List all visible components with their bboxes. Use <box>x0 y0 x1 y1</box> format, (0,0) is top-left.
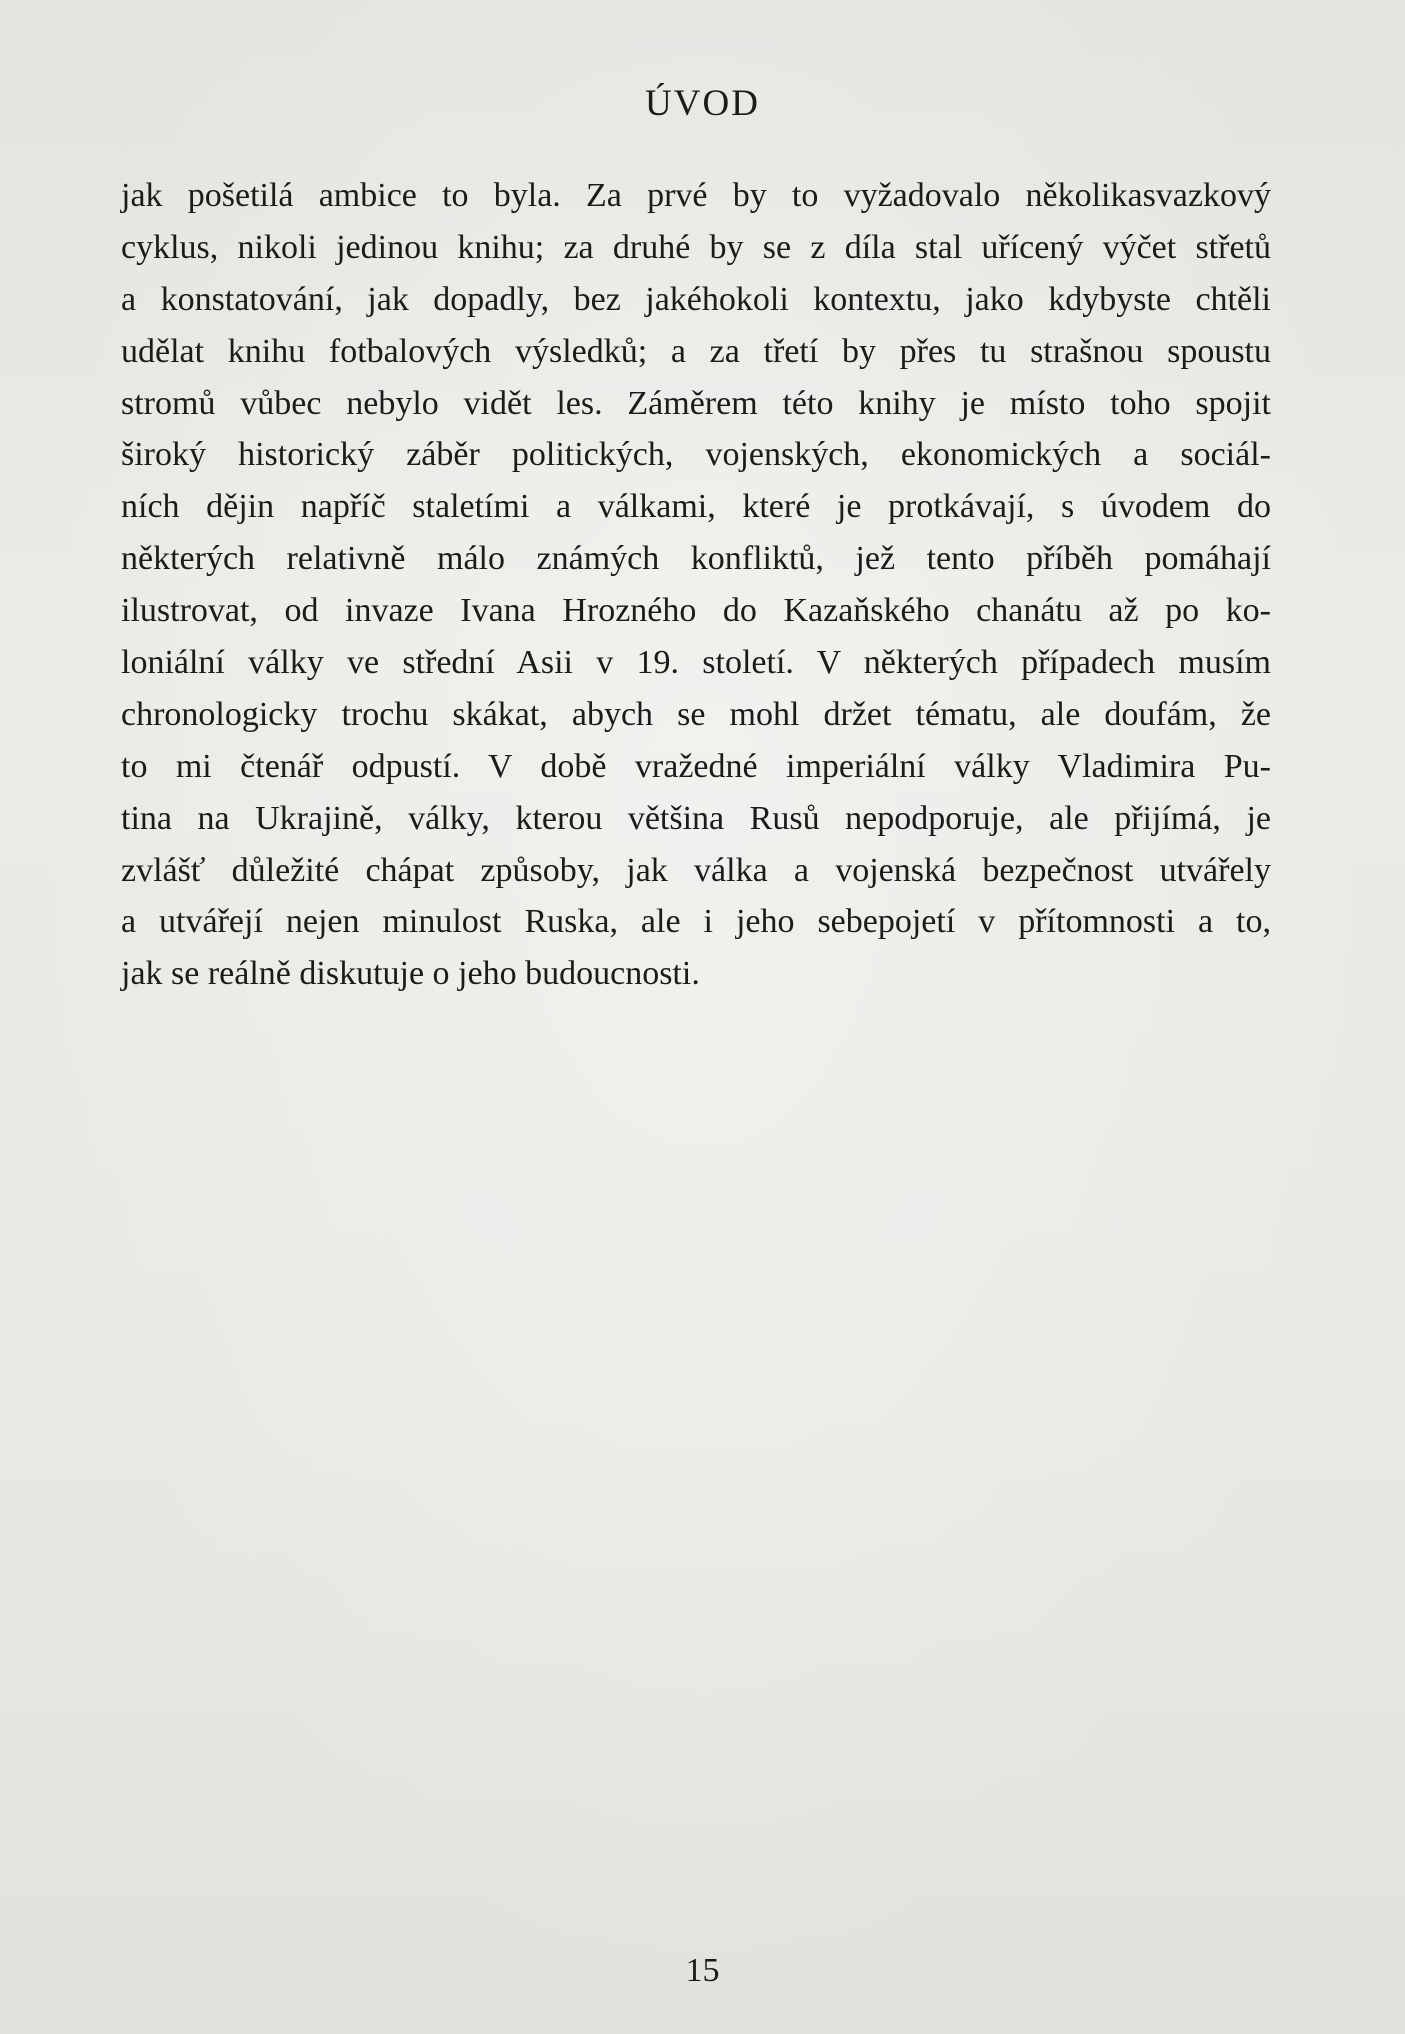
text-line: ilustrovat, od invaze Ivana Hrozného do Kazaňského chanátu až po ko- <box>121 592 1271 630</box>
text-line: tina na Ukrajině, války, kterou většina Rusů nepodporuje, ale přijímá, je <box>121 799 1271 837</box>
text-line: chronologicky trochu skákat, abych se mohl držet tématu, ale doufám, že <box>121 695 1271 733</box>
text-line: ních dějin napříč staletími a válkami, které je protkávají, s úvodem do <box>121 488 1271 526</box>
text-line-last: jak se reálně diskutuje o jeho budoucnosti. <box>121 955 700 993</box>
text-line: široký historický záběr politických, vojenských, ekonomických a sociál- <box>121 436 1271 474</box>
body-text <box>121 170 1271 1000</box>
text-line: loniální války ve střední Asii v 19. století. V některých případech musím <box>121 644 1271 682</box>
text-line: zvlášť důležité chápat způsoby, jak válka a vojenská bezpečnost utvářely <box>121 851 1271 889</box>
text-line: jak pošetilá ambice to byla. Za prvé by to vyžadovalo několikasvazkový <box>121 177 1271 214</box>
text-line: cyklus, nikoli jedinou knihu; za druhé by se z díla stal uřícený výčet střetů <box>121 228 1271 266</box>
text-line: některých relativně málo známých konfliktů, jež tento příběh pomáhají <box>121 540 1271 578</box>
text-line: udělat knihu fotbalových výsledků; a za třetí by přes tu strašnou spoustu <box>121 332 1271 370</box>
text-line: to mi čtenář odpustí. V době vražedné imperiální války Vladimira Pu- <box>121 747 1271 785</box>
text-line: a konstatování, jak dopadly, bez jakéhokoli kontextu, jako kdybyste chtěli <box>121 280 1271 318</box>
text-line: stromů vůbec nebylo vidět les. Záměrem této knihy je místo toho spojit <box>121 384 1271 422</box>
running-head: ÚVOD <box>645 83 760 124</box>
page-number: 15 <box>685 1952 720 1989</box>
text-line: a utvářejí nejen minulost Ruska, ale i jeho sebepojetí v přítomnosti a to, <box>121 903 1271 941</box>
